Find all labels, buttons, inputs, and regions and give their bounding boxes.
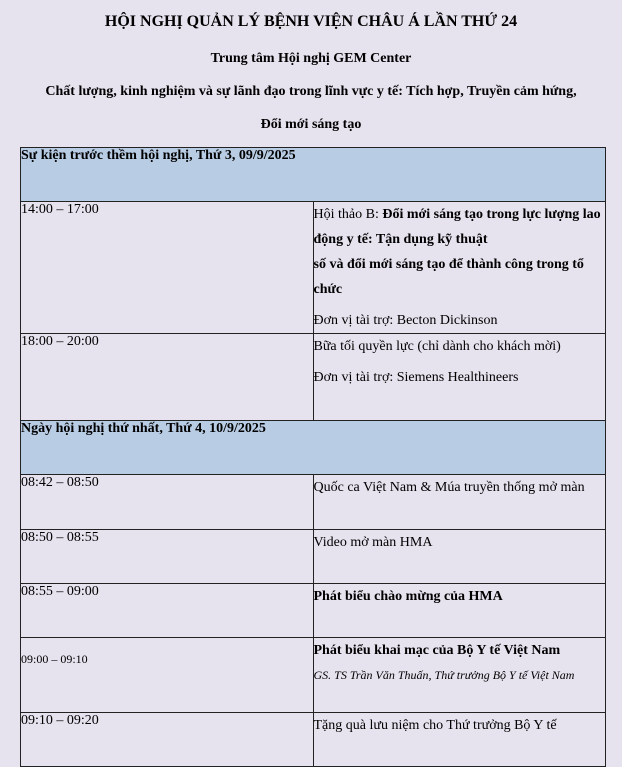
- sponsor-text: Đơn vị tài trợ: Becton Dickinson: [313, 313, 498, 328]
- session-title: [314, 202, 606, 252]
- time-cell: 09:10 – 09:20: [21, 713, 314, 767]
- session-title-bold-2: số và đổi mới sáng tạo để thành công trong tổ chức: [313, 257, 584, 297]
- theme-line-2: Đổi mới sáng tạo: [260, 117, 362, 132]
- session-title: Quốc ca Việt Nam & Múa truyền thống mở màn: [313, 480, 585, 495]
- agenda-table: [20, 147, 606, 767]
- table-row: [21, 475, 606, 530]
- session-title: Phát biểu khai mạc của Bộ Y tế Việt Nam: [313, 643, 561, 658]
- section-header-row: [21, 421, 606, 475]
- session-title: Tặng quà lưu niệm cho Thứ trưởng Bộ Y tế: [313, 718, 557, 733]
- speaker-text: GS. TS Trần Văn Thuấn, Thứ trưởng Bộ Y tế Việt Nam: [313, 668, 575, 682]
- description-cell: [313, 202, 606, 334]
- section-title: Ngày hội nghị thứ nhất, Thứ 4, 10/9/2025: [21, 421, 606, 475]
- session-title-bold: Đổi mới sáng tạo trong lực lượng lao động y tế: Tận dụng kỹ thuật: [313, 207, 601, 247]
- session-title: Video mở màn HMA: [313, 535, 433, 550]
- section-title: Sự kiện trước thềm hội nghị, Thứ 3, 09/9/2025: [21, 148, 606, 202]
- sponsor-text: Đơn vị tài trợ: Siemens Healthineers: [313, 370, 519, 385]
- table-row: [21, 638, 606, 713]
- description-cell: [313, 475, 606, 530]
- time-cell: 08:55 – 09:00: [21, 584, 314, 638]
- theme-line-1: Chất lượng, kinh nghiệm và sự lãnh đạo trong lĩnh vực y tế: Tích hợp, Truyền cảm hứng,: [45, 84, 577, 99]
- session-title: Bữa tối quyền lực (chỉ dành cho khách mời): [313, 339, 561, 354]
- description-cell: [313, 713, 606, 767]
- table-row: [21, 584, 606, 638]
- venue-title: Trung tâm Hội nghị GEM Center: [210, 51, 412, 66]
- section-header-row: [21, 148, 606, 202]
- table-row: [21, 713, 606, 767]
- table-row: [21, 530, 606, 584]
- session-title: Phát biểu chào mừng của HMA: [313, 589, 503, 604]
- description-cell: [313, 334, 606, 421]
- description-cell: [313, 584, 606, 638]
- time-cell: 08:42 – 08:50: [21, 475, 314, 530]
- table-row: [21, 202, 606, 334]
- description-cell: [313, 638, 606, 713]
- time-cell: 09:00 – 09:10: [21, 638, 314, 713]
- session-prefix: Hội thảo B:: [313, 207, 383, 222]
- description-cell: [313, 530, 606, 584]
- time-cell: 08:50 – 08:55: [21, 530, 314, 584]
- time-cell: 18:00 – 20:00: [21, 334, 314, 421]
- time-cell: 14:00 – 17:00: [21, 202, 314, 334]
- page-title: HỘI NGHỊ QUẢN LÝ BỆNH VIỆN CHÂU Á LẦN THỨ 24: [104, 13, 518, 30]
- table-row: [21, 334, 606, 421]
